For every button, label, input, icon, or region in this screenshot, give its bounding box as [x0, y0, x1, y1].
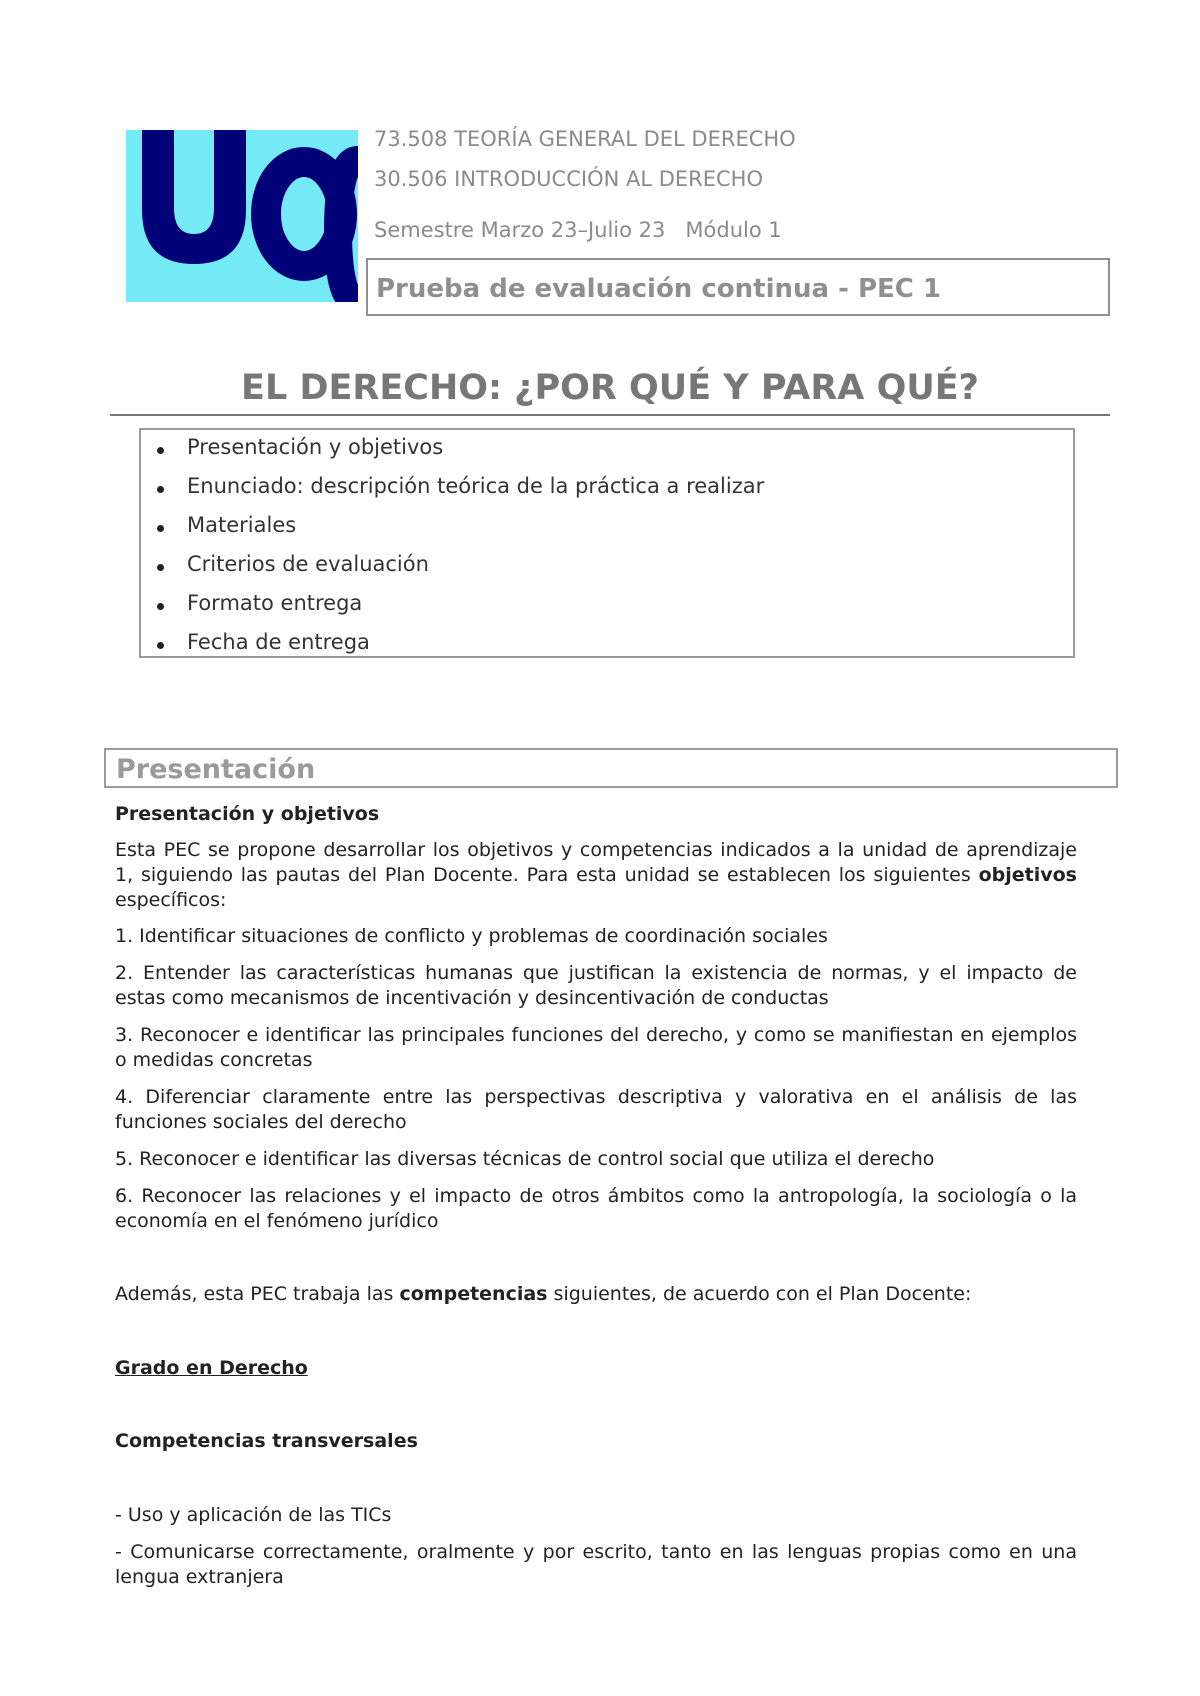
objective-item: 2. Entender las características humanas que justifican la existencia de normas, y el impacto de estas como mecanismos de incentivación y desincentivación de conductas [115, 962, 1077, 1009]
transversal-item: - Comunicarse correctamente, oralmente y por escrito, tanto en las lenguas propias como en una lengua extranjera [115, 1541, 1077, 1588]
title-rule [110, 414, 1110, 416]
course-line-2: 30.506 INTRODUCCIÓN AL DERECHO [374, 167, 764, 191]
main-title: EL DERECHO: ¿POR QUÉ Y PARA QUÉ? [241, 368, 979, 408]
contents-box [139, 428, 1075, 658]
uoc-logo-graphic [126, 130, 358, 302]
semester-label: Semestre Marzo 23–Julio 23 [374, 218, 666, 242]
objective-item: 6. Reconocer las relaciones y el impacto de otros ámbitos como la antropología, la sociología o la economía en el fenómeno jurídico [115, 1185, 1077, 1232]
competencias-paragraph [115, 1282, 1077, 1307]
transversal-item: - Uso y aplicación de las TICs [115, 1504, 392, 1526]
section-title: Presentación [116, 754, 316, 785]
degree-heading: Grado en Derecho [115, 1357, 308, 1379]
intro-bold: objetivos [978, 864, 1077, 886]
logo-letter-u [142, 130, 246, 264]
competencias-text: Además, esta PEC trabaja las [115, 1283, 394, 1305]
objective-item: 3. Reconocer e identificar las principales funciones del derecho, y como se manifiestan en ejemplos o medidas concretas [115, 1024, 1077, 1071]
contents-item: Enunciado: descripción teórica de la práctica a realizar [187, 474, 765, 498]
contents-item: Formato entrega [187, 591, 363, 615]
contents-item: Criterios de evaluación [187, 552, 429, 576]
intro-text: Esta PEC se propone desarrollar los objetivos y competencias indicados a la unidad de aprendizaje 1, siguiendo las pautas del Plan Docente. Para esta unidad se establecen los siguientes [115, 839, 1077, 886]
semester-line [374, 218, 782, 242]
contents-item: Materiales [187, 513, 297, 537]
section-subtitle: Presentación y objetivos [115, 803, 380, 825]
course-line-1: 73.508 TEORÍA GENERAL DEL DERECHO [374, 127, 796, 151]
contents-item: Fecha de entrega [187, 630, 370, 654]
objective-item: 4. Diferenciar claramente entre las perspectivas descriptiva y valorativa en el análisis de las funciones sociales del derecho [115, 1086, 1077, 1133]
competencias-bold: competencias [399, 1283, 548, 1305]
pec-title-box [366, 258, 1110, 316]
transversal-heading: Competencias transversales [115, 1430, 418, 1452]
objective-item: 1. Identificar situaciones de conflicto y problemas de coordinación sociales [115, 925, 828, 947]
competencias-text-end: siguientes, de acuerdo con el Plan Docente: [553, 1283, 972, 1305]
objective-item: 5. Reconocer e identificar las diversas técnicas de control social que utiliza el derecho [115, 1148, 935, 1170]
intro-paragraph [115, 838, 1077, 913]
section-header-box [104, 748, 1118, 788]
intro-text-end: específicos: [115, 889, 227, 911]
uoc-logo [126, 130, 358, 302]
pec-title: Prueba de evaluación continua - PEC 1 [376, 274, 941, 304]
contents-item: Presentación y objetivos [187, 435, 444, 459]
module-label: Módulo 1 [685, 218, 782, 242]
